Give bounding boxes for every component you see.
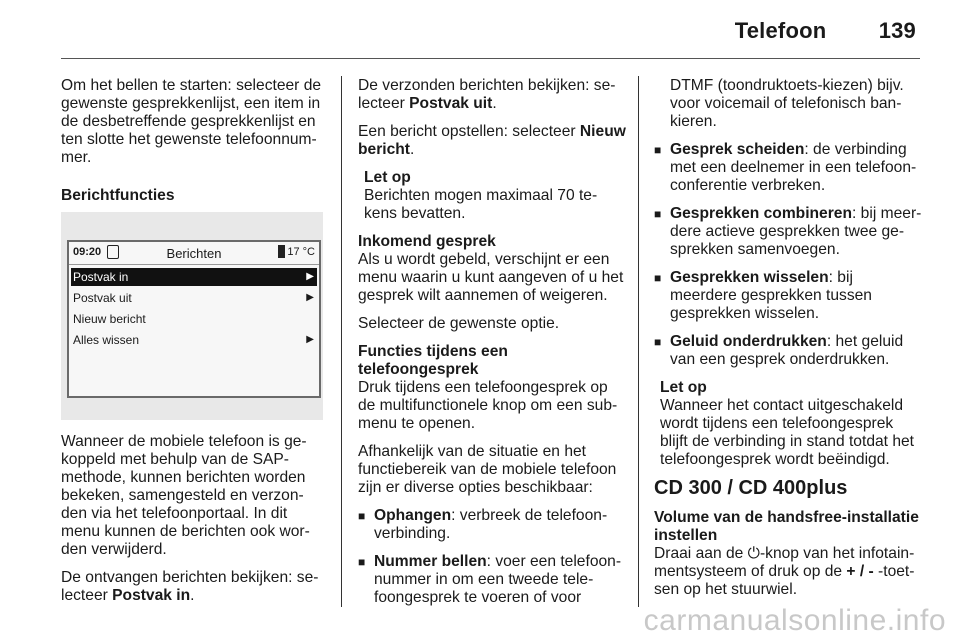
col3-note	[654, 379, 922, 469]
col2-paragraph-3: Als u wordt gebeld, verschijnt er een menu waarin u kunt aangeven of u het gesprek wilt aannemen of weigeren.	[358, 251, 624, 304]
note-text: Berichten mogen maximaal 70 te-kens bevatten.	[364, 187, 598, 222]
section-heading: CD 300 / CD 400plus	[654, 477, 848, 499]
functions-heading: Functies tijdens een telefoongesprek	[358, 343, 508, 378]
note-title: Let op	[364, 169, 411, 186]
col1-paragraph-1: Om het bellen te starten: selecteer de gewenste gesprekkenlijst, een item in de desbetreffende gesprekkenlijst en ten slotte het gewenste telefoonnum-mer.	[61, 77, 322, 166]
thermometer-icon	[278, 245, 285, 258]
page-header	[735, 18, 916, 44]
menu-item-alles-wissen[interactable]: Alles wissen ▶	[73, 333, 314, 347]
col1-paragraph-3: De ontvangen berichten bekijken: se-lecteer Postvak in.	[61, 569, 319, 604]
menu-item-postvak-in[interactable]: Postvak in ▶	[71, 268, 317, 286]
infotainment-screen	[67, 240, 321, 398]
column-1	[61, 77, 327, 215]
screen-time: 09:20	[73, 246, 102, 258]
bullet-ophangen: ■ Ophangen: verbreek de telefoon-verbinding.	[358, 507, 626, 543]
col2-paragraph-1: De verzonden berichten bekijken: se-lecteer Postvak uit.	[358, 77, 616, 112]
volume-heading: Volume van de handsfree-installatie instellen	[654, 509, 919, 544]
chevron-right-icon: ▶	[306, 334, 314, 345]
col2-paragraph-6: Afhankelijk van de situatie en het functiebereik van de mobiele telefoon zijn er diverse opties beschikbaar:	[358, 443, 617, 496]
column-1-lower	[61, 433, 327, 615]
bullet-gesprekken-wisselen: ■ Gesprekken wisselen: bij meerdere gesprekken tussen gesprekken wisselen.	[654, 269, 922, 323]
note-title: Let op	[660, 379, 707, 396]
incoming-call-heading: Inkomend gesprek	[358, 233, 496, 250]
bullet-nummer-bellen: ■ Nummer bellen: voer een telefoon-nummer in om een tweede tele-foongesprek te voeren of voor	[358, 553, 626, 607]
header-rule	[61, 58, 920, 59]
col1-heading: Berichtfuncties	[61, 187, 175, 204]
column-divider-2	[638, 76, 639, 607]
power-icon: ⏻	[747, 545, 760, 562]
col1-paragraph-2: Wanneer de mobiele telefoon is ge-koppeld met behulp van de SAP-methode, kunnen berichten worden bekeken, samengesteld en verzon-den via het telefoonportaal. In dit menu kunnen de berichten ook wor-den verwijderd.	[61, 433, 310, 558]
col2-paragraph-2: Een bericht opstellen: selecteer Nieuw bericht.	[358, 123, 626, 158]
page-title: Telefoon	[734, 18, 827, 43]
menu-item-postvak-uit[interactable]: Postvak uit ▶	[73, 291, 314, 305]
note-text: Wanneer het contact uitgeschakeld wordt tijdens een telefoongesprek blijft de verbinding in stand totdat het telefoongesprek wordt beëindigd.	[660, 397, 914, 468]
bullet-geluid-onderdrukken: ■ Geluid onderdrukken: het geluid van een gesprek onderdrukken.	[654, 333, 922, 369]
col2-paragraph-4: Selecteer de gewenste optie.	[358, 315, 560, 332]
bullet-gesprek-scheiden: ■ Gesprek scheiden: de verbinding met een deelnemer in een telefoon-conferentie verbreken.	[654, 141, 922, 195]
screen-figure	[61, 212, 323, 420]
chevron-right-icon: ▶	[306, 292, 314, 303]
column-2	[358, 77, 626, 617]
screen-title: Berichten	[166, 246, 222, 261]
col2-paragraph-5: Druk tijdens een telefoongesprek op de multifunctionele knop om een sub-menu te openen.	[358, 379, 618, 432]
column-3	[654, 77, 922, 609]
col2-note	[358, 169, 626, 223]
column-divider-1	[341, 76, 342, 607]
col3-paragraph: Draai aan de ⏻-knop van het infotain-mentsysteem of druk op de + / - -toet-sen op het stuurwiel.	[654, 545, 915, 598]
watermark: carmanualsonline.info	[643, 604, 946, 637]
page-number: 139	[878, 18, 916, 43]
screen-top-bar	[69, 242, 319, 265]
bullet-gesprekken-combineren: ■ Gesprekken combineren: bij meer-dere actieve gesprekken twee ge-sprekken samenvoegen.	[654, 205, 922, 259]
col3-continuation: DTMF (toondruktoets-kiezen) bijv. voor voicemail of telefonisch ban-kieren.	[670, 77, 904, 130]
menu-item-nieuw-bericht[interactable]: Nieuw bericht	[73, 312, 146, 326]
screen-temp: 17 °C	[287, 246, 315, 258]
chevron-right-icon: ▶	[306, 271, 314, 282]
